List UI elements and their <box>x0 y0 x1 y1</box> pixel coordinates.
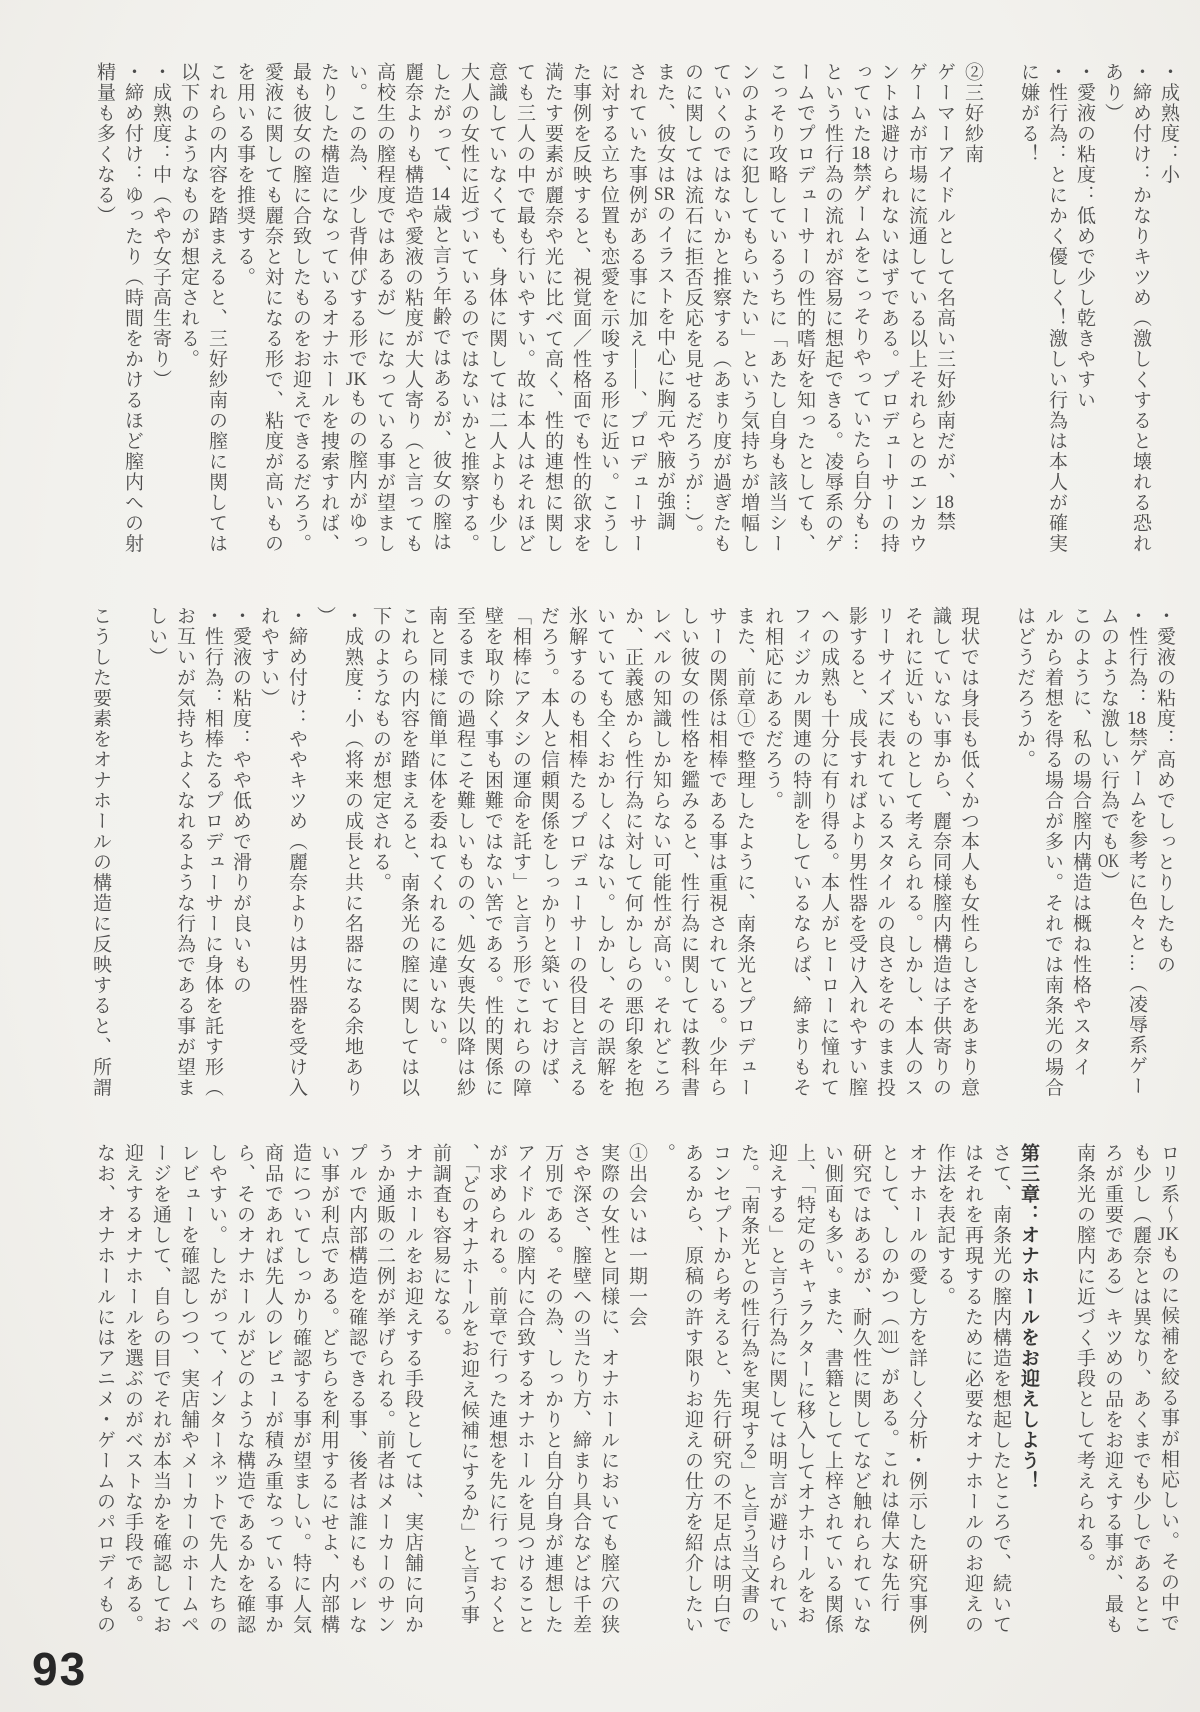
column-gap <box>982 606 1010 1151</box>
text-column: 至るまでの過程こそ難しいものの、処女喪失以降は紗 <box>454 606 475 1098</box>
column-gap <box>986 62 1014 602</box>
text-column: ンのように犯してもらいたい」という気持ちが増幅し <box>738 62 759 554</box>
text-column: ・成熟度：中（やや女子高生寄り） <box>150 62 171 390</box>
tatechuyoko: 14 <box>431 185 450 204</box>
text-column: という性行為の流れが容易に想起できる。凌辱系のゲ <box>822 62 843 554</box>
text-column: こっそり攻略しているうちに「あたし自身も該当シー <box>766 62 787 554</box>
text-column: ・愛液の粘度：高めでしっとりしたもの <box>1154 606 1175 975</box>
text-column: ていくのではないかと推察する（あまり度が過ぎたも <box>710 62 731 554</box>
text-column: ームでプロデューサーの性的嗜好を知ったとしても、 <box>794 62 815 554</box>
text-column: 作法を表記する。 <box>934 1143 955 1307</box>
text-column: あるから、原稿の許す限りお迎えの仕方を紹介したい <box>682 1143 703 1635</box>
text-column: ・成熟度：小 <box>1158 62 1179 185</box>
text-column: 最も彼女の膣に合致したものをお迎えできるだろう。 <box>290 62 311 554</box>
text-column: ・締め付け：ゆったり（時間をかけるほど膣内への射 <box>122 62 143 554</box>
text-band-top <box>90 62 1182 602</box>
text-column: た事例を反映すると、視覚面／性格面でも性的欲求を <box>570 62 591 554</box>
text-column: オナホールをお迎えする手段としては、実店舗に向か <box>402 1143 423 1635</box>
text-column: 識していない事から、麗奈同様膣内構造は子供寄りの <box>930 606 951 1098</box>
text-column: ・性行為：相棒たるプロデューサーに身体を託す形（ <box>202 606 223 1098</box>
text-column: 氷解するのも相棒たるプロデューサーの役目と言える <box>566 606 587 1098</box>
text-column: ゲームが市場に流通している以上それらとのエンカウ <box>906 62 927 554</box>
text-column: ゲーマーアイドルとして名高い三好紗南だが、18禁 <box>934 62 955 532</box>
text-band-bottom <box>90 1143 1182 1673</box>
text-column: か、正義感から性行為に対して何かしらの悪印象を抱 <box>622 606 643 1098</box>
text-column: 迎えするオナホールを選ぶのがベストな手段である。 <box>122 1143 143 1635</box>
text-column: 壁を取り除く事も困難ではない筈である。性的関係に <box>482 606 503 1098</box>
text-column: 現状では身長も低くかつ本人も女性らしさをあまり意 <box>958 606 979 1098</box>
text-column: ら、そのオナホールがどのような構造であるかを確認 <box>234 1143 255 1635</box>
text-column: っていた18禁ゲームをこっそりやっていたら自分も… <box>850 62 871 553</box>
text-column: 迎えする」と言う行為に関しては明言が避けられてい <box>766 1143 787 1635</box>
text-column: だろう。本人と信頼関係をしっかりと築いておけば、 <box>538 606 559 1098</box>
text-column: こうした要素をオナホールの構造に反映すると、所謂 <box>90 606 111 1098</box>
text-column: に嫌がる！ <box>1018 62 1039 165</box>
text-column: はそれを再現するために必要なオナホールのお迎えの <box>962 1143 983 1635</box>
text-column: また、彼女はSRのイラストを中心に胸元や腋が強調 <box>654 62 675 532</box>
text-column: また、前章①で整理したように、南条光とプロデュー <box>734 606 755 1098</box>
text-column: フィジカル関連の特訓をしているならば、締まりもそ <box>790 606 811 1098</box>
text-column: ・愛液の粘度：やや低めで滑りが良いもの <box>230 606 251 996</box>
text-column: このように、私の場合膣内構造は概ね性格やスタイ <box>1070 606 1091 1078</box>
text-column: ・愛液の粘度：低めで少し乾きやすい <box>1074 62 1095 411</box>
text-column: ージを通して、自らの目でそれが本当かを確認してお <box>150 1143 171 1635</box>
text-column: 大人の女性に近づいているのではないかと推察する。 <box>458 62 479 554</box>
text-column: れ相応にあるだろう。 <box>762 606 783 811</box>
text-column: ても三人の中で最も行いやすい。故に本人はそれほど <box>514 62 535 554</box>
text-column: 影すると、成長すればより男性器を受け入れやすい膣 <box>846 606 867 1098</box>
text-column: 前調査も容易になる。 <box>430 1143 451 1348</box>
text-column: を用いる事を推奨する。 <box>234 62 255 288</box>
text-column: ・性行為：18禁ゲームを参考に色々と…（凌辱系ゲー <box>1126 606 1147 1097</box>
text-column: うか通販の二例が挙げられる。前者はメーカーのサン <box>374 1143 395 1635</box>
text-column: ムのような激しい行為でもOK） <box>1098 606 1119 892</box>
text-column: 実際の女性と同様に、オナホールにおいても膣穴の狭 <box>598 1143 619 1635</box>
tatechuyoko: 18 <box>935 492 954 512</box>
text-column: さや深さ、膣壁への当たり方、締まり具合などは千差 <box>570 1143 591 1635</box>
tatechuyoko: 18 <box>1127 708 1146 728</box>
text-column: 研究ではあるが、耐久性に関してなど触れられていな <box>850 1143 871 1635</box>
text-column: として、しのかつ（2011）がある。これは偉大な先行 <box>878 1143 899 1613</box>
page-number: 93 <box>32 1643 88 1695</box>
text-column: 造についてしっかり確認する事が望ましい。特に人気 <box>290 1143 311 1635</box>
text-column: への成熟も十分に有り得る。本人がヒーローに憧れて <box>818 606 839 1098</box>
text-column: 麗奈よりも構造や愛液の粘度が大人寄り（と言っても <box>402 62 423 554</box>
tatechuyoko: 18 <box>851 144 870 163</box>
text-column: に対する立ち位置も恋愛を示唆する形に近い。こうし <box>598 62 619 554</box>
text-column: ・締め付け：かなりキツめ（激しくすると壊れる恐れ <box>1130 62 1151 554</box>
text-column: 上、「特定のキャラクターに移入してオナホールをお <box>794 1143 815 1626</box>
text-column: ろが重要である）キツめの品をお迎えする事が、最も <box>1102 1143 1123 1635</box>
text-column: 南と同様に簡単に体を委ねてくれるに違いない。 <box>426 606 447 1057</box>
text-column: 「相棒にアタシの運命を託す」と言う形でこれらの障 <box>510 606 531 1098</box>
tatechuyoko: JK <box>1158 1225 1179 1244</box>
text-column: 、「どのオナホールをお迎え候補にするか」と言う事 <box>458 1143 479 1626</box>
text-column: た。「南条光との性行為を実現する」と言う当文書の <box>738 1143 759 1626</box>
text-column: 意識していなくても、身体に関しては二人よりも少し <box>486 62 507 554</box>
text-column: 精量も多くなる） <box>94 62 115 226</box>
text-column: い。この為、少し背伸びする形でJKものの膣内がゆっ <box>346 62 367 553</box>
text-column: いていても全くおかしくはない。しかし、その誤解を <box>594 606 615 1098</box>
text-column: 満たす要素が麗奈や光に比べて高く、性的連想に関し <box>542 62 563 554</box>
text-column: されていた事例がある事に加え――、プロデューサー <box>626 62 647 554</box>
text-column: オナホールの愛し方を詳しく分析・例示した研究事例 <box>906 1143 927 1635</box>
text-column: しやすい。したがって、インターネットで先人たちの <box>206 1143 227 1635</box>
text-column: なお、オナホールにはアニメ・ゲームのパロディもの <box>94 1143 115 1635</box>
text-column: ルから着想を得る場合が多い。それでは南条光の場合 <box>1042 606 1063 1098</box>
text-column: い側面も多い。また、書籍として上梓されている関係 <box>822 1143 843 1635</box>
text-column: い事が利点である。どちらを利用するにせよ、内部構 <box>318 1143 339 1635</box>
text-column: はどうだろうか。 <box>1014 606 1035 770</box>
text-column: ントは避けられないはずである。プロデューサーの持 <box>878 62 899 554</box>
text-column: のに関しては流石に拒否反応を見せるだろうが…）。 <box>682 62 703 545</box>
text-column: も少し（麗奈とは異なり、あくまでも少しであるとこ <box>1130 1143 1151 1635</box>
text-column: お互いが気持ちよくなれるような行為である事が望ま <box>174 606 195 1098</box>
text-column: ②三好紗南 <box>962 62 983 165</box>
text-column: 下のようなものが想定される。 <box>370 606 391 893</box>
text-column: 万別である。その為、しっかりと自分自身が連想した <box>542 1143 563 1635</box>
text-column: 南条光の膣内に近づく手段として考えられる。 <box>1074 1143 1095 1574</box>
text-column: ・性行為：とにかく優しく！激しい行為は本人が確実 <box>1046 62 1067 554</box>
tatechuyoko: JK <box>346 369 367 389</box>
text-column: ・締め付け：ややキツめ（麗奈よりは男性器を受け入 <box>286 606 307 1098</box>
text-column: 以下のようなものが想定される。 <box>178 62 199 370</box>
text-column: コンセプトから考えると、先行研究の不足点は明白で <box>710 1143 731 1635</box>
text-column: プルで内部構造を確認できる事、後者は誰にもバレな <box>346 1143 367 1635</box>
text-column: しい） <box>146 606 167 668</box>
text-column: これらの内容を踏まえると、南条光の膣に関しては以 <box>398 606 419 1098</box>
text-column: が求められる。前章で行った連想を先に行っておくと <box>486 1143 507 1635</box>
text-column: しい彼女の性格を鑑みると、性行為に関しては教科書 <box>678 606 699 1098</box>
text-column: レベルの知識しか知らない可能性が高い。それどころ <box>650 606 671 1098</box>
text-column: あり） <box>1102 62 1123 124</box>
text-column: それに近いものとして考えられる。しかし、本人のス <box>902 606 923 1098</box>
text-column: レビューを確認しつつ、実店舗やメーカーのホームペ <box>178 1143 199 1635</box>
text-band-middle <box>86 606 1178 1151</box>
heading-column: 第三章：オナホールをお迎えしよう！ <box>1018 1143 1039 1492</box>
text-column: ） <box>314 606 335 627</box>
text-column: これらの内容を踏まえると、三好紗南の膣に関しては <box>206 62 227 554</box>
text-column: たりした構造になっているオナホールを捜索すれば、 <box>318 62 339 554</box>
text-column: ・成熟度：小（将来の成長と共に名器になる余地あり <box>342 606 363 1098</box>
text-column: 高校生の膣程度ではあるが）になっている事が望まし <box>374 62 395 554</box>
column-gap <box>114 606 142 1151</box>
text-column: さて、南条光の膣内構造を想起したところで、続いて <box>990 1143 1011 1635</box>
column-gap <box>1042 1143 1070 1673</box>
text-column: リーサイズに表れているスタイルの良さをそのまま投 <box>874 606 895 1098</box>
tatechuyoko: SR <box>654 185 675 204</box>
tatechuyoko: 2011 <box>878 1327 899 1347</box>
text-column: ロリ系〜JKものに候補を絞る事が相応しい。その中で <box>1158 1143 1179 1634</box>
text-column: アイドルの膣内に合致するオナホールを見つけること <box>514 1143 535 1635</box>
text-column: 愛液に関しても麗奈と対になる形で、粘度が高いもの <box>262 62 283 554</box>
text-column: したがって、14歳と言う年齢ではあるが、彼女の膣は <box>430 62 451 553</box>
text-column: 。 <box>654 1143 675 1164</box>
text-column: れやすい） <box>258 606 279 709</box>
tatechuyoko: OK <box>1098 852 1119 871</box>
text-column: ①出会いは一期一会 <box>626 1143 647 1328</box>
text-column: 商品であれば先人のレビューが積み重なっている事か <box>262 1143 283 1635</box>
text-column: サーの関係は相棒である事は重視されている。少年ら <box>706 606 727 1098</box>
